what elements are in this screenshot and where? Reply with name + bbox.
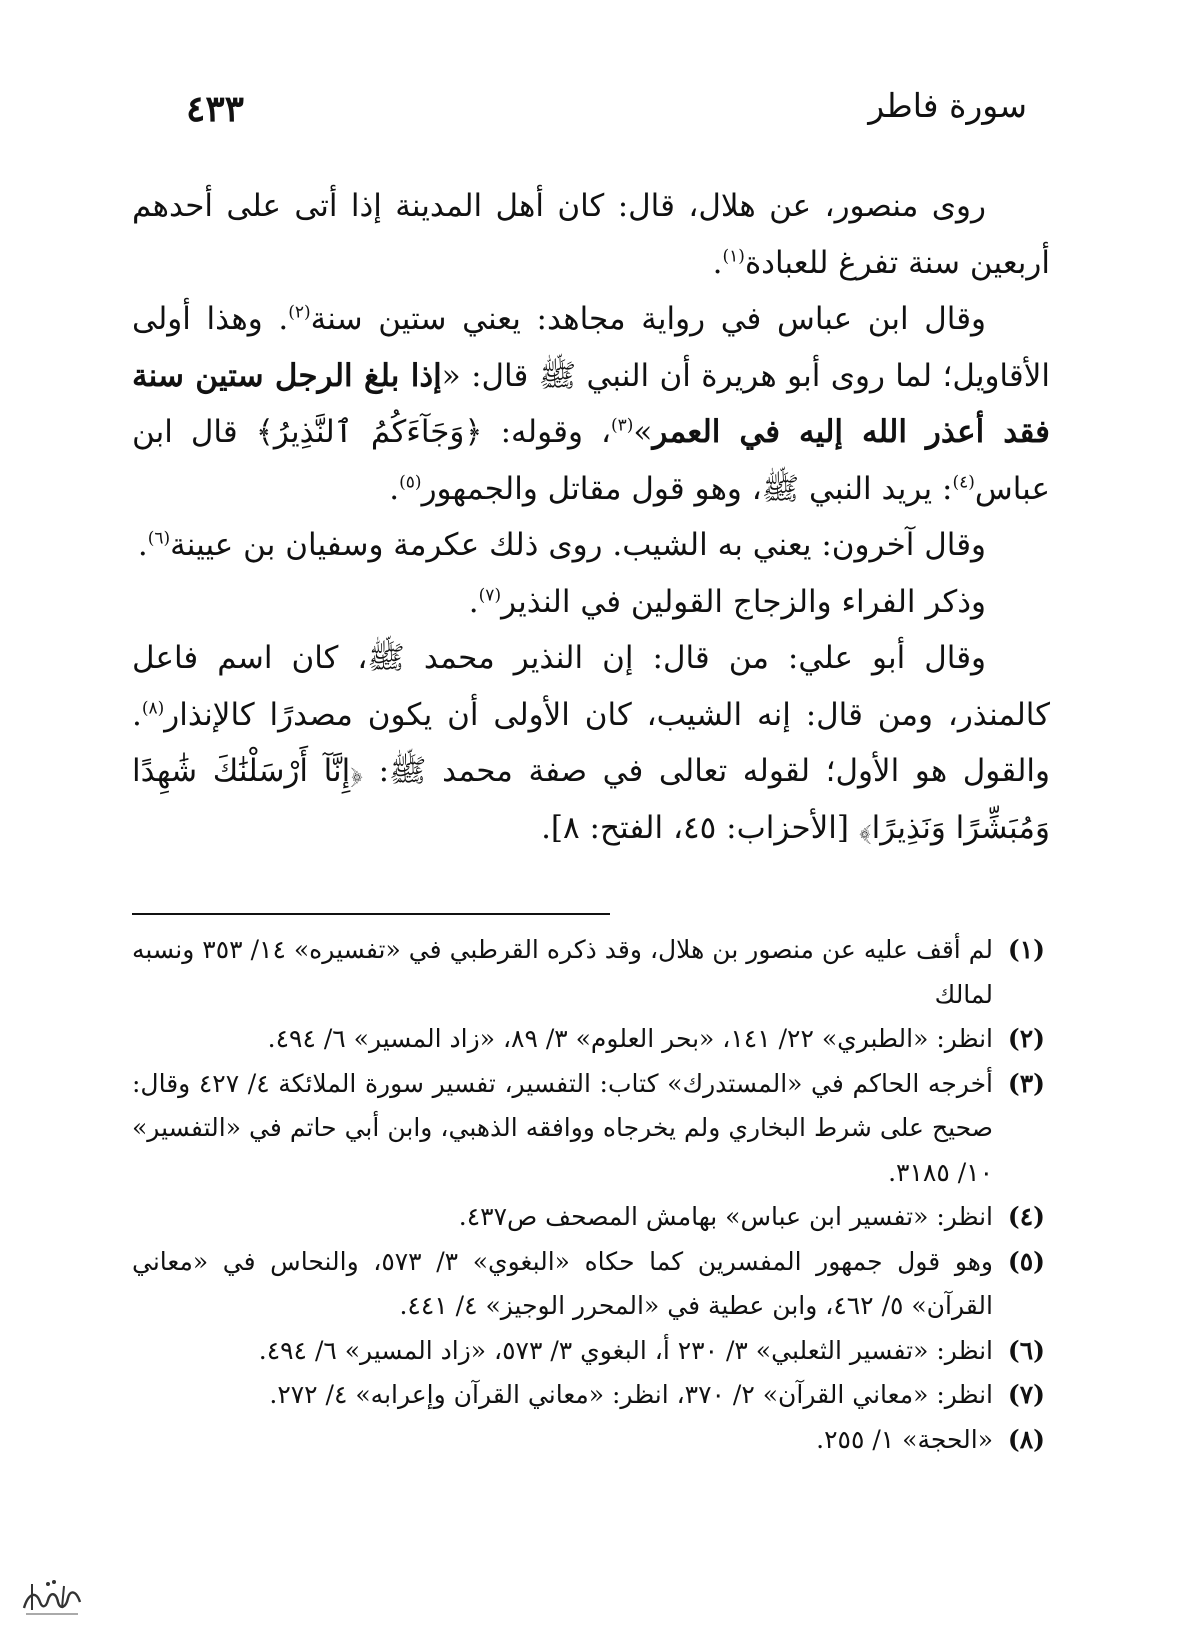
page-number: ٤٣٣ (186, 88, 245, 130)
footnote-text: انظر: «تفسير ابن عباس» بهامش المصحف ص٤٣٧. (458, 1202, 993, 1231)
footnote (132, 1373, 1045, 1418)
footnote-text: أخرجه الحاكم في «المستدرك» كتاب: التفسير، تفسير سورة الملائكة ٤/ ٤٢٧ وقال: صحيح على شرط البخاري ولم يخرجاه ووافقه الذهبي، وابن أبي حاتم في «التفسير» ١٠/ ٣١٨٥. (132, 1068, 993, 1187)
watermark-logo-icon (18, 1572, 86, 1620)
footnote-text: انظر: «معاني القرآن» ٢/ ٣٧٠، انظر: «معاني القرآن وإعرابه» ٤/ ٢٧٢. (269, 1380, 993, 1409)
paragraph: وقال ابن عباس في رواية مجاهد: يعني ستين سنة$^{(٢)}$. وهذا أولى الأقاويل؛ لما روى أبو هريرة أن النبي ﷺ قال: «إذا بلغ الرجل ستين سنة فقد أعذر الله إليه في العمر»$^{(٣)}$، وقوله: ﴿وَجَآءَكُمُ ٱلنَّذِيرُ﴾ قال ابن عباس$^{(٤)}$: يريد النبي ﷺ، وهو قول مقاتل والجمهور$^{(٥)}$. (132, 301, 1050, 507)
footnote (132, 928, 1045, 1017)
footnote-number: (١) (1007, 935, 1045, 964)
footnote-number: (٧) (1007, 1380, 1045, 1409)
footnote (132, 1062, 1045, 1196)
surah-title: سورة فاطر (868, 86, 1027, 125)
hadith-text: إذا بلغ الرجل ستين سنة فقد أعذر الله إليه في العمر (132, 357, 1050, 450)
footnote-marker[interactable]: (٥) (399, 472, 422, 493)
footnote (132, 1418, 1045, 1463)
footnote-text: لم أقف عليه عن منصور بن هلال، وقد ذكره القرطبي في «تفسيره» ١٤/ ٣٥٣ ونسبه لمالك (132, 935, 993, 1009)
footnote-text: انظر: «الطبري» ٢٢/ ١٤١، «بحر العلوم» ٣/ ٨٩، «زاد المسير» ٦/ ٤٩٤. (267, 1024, 993, 1053)
paragraph: وقال آخرون: يعني به الشيب. روى ذلك عكرمة وسفيان بن عيينة$^{(٦)}$. (137, 527, 986, 563)
footnote-marker[interactable]: (١) (722, 246, 745, 267)
main-text (132, 178, 1050, 856)
footnote-marker[interactable]: (٢) (288, 302, 311, 323)
footnote-number: (٥) (1007, 1246, 1045, 1276)
paragraph: وقال أبو علي: من قال: إن النذير محمد ﷺ، كان اسم فاعل كالمنذر، ومن قال: إنه الشيب، كان الأولى أن يكون مصدرًا كالإنذار$^{(٨)}$. والقول هو الأول؛ لقوله تعالى في صفة محمد ﷺ: ﴿إِنَّآ أَرْسَلْنَٰكَ شَٰهِدًا وَمُبَشِّرًا وَنَذِيرًا﴾ [الأحزاب: ٤٥، الفتح: ٨]. (132, 640, 1050, 846)
footnote (132, 1195, 1045, 1240)
footnote-marker[interactable]: (٧) (478, 585, 502, 606)
footnote-number: (٢) (1007, 1024, 1045, 1053)
footnote (132, 1017, 1045, 1062)
footnote-number: (٨) (1007, 1424, 1045, 1454)
footnote-text: «الحجة» ١/ ٢٥٥. (816, 1424, 993, 1454)
footnote-marker[interactable]: (٨) (141, 698, 165, 719)
paragraph: وذكر الفراء والزجاج القولين في النذير$^{(٧)}$. (468, 583, 986, 620)
footnote (132, 1329, 1045, 1374)
footnote-number: (٦) (1007, 1335, 1045, 1365)
footnotes (132, 928, 1045, 1462)
footnote (132, 1240, 1045, 1329)
footnote-marker[interactable]: (٤) (952, 472, 975, 493)
footnote-number: (٣) (1007, 1068, 1045, 1098)
footnote-text: انظر: «تفسير الثعلبي» ٣/ ٢٣٠ أ، البغوي ٣/ ٥٧٣، «زاد المسير» ٦/ ٤٩٤. (258, 1335, 993, 1365)
paragraph: روى منصور، عن هلال، قال: كان أهل المدينة إذا أتى على أحدهم أربعين سنة تفرغ للعبادة$^{(١)}$. (132, 188, 1050, 281)
footnote-text: وهو قول جمهور المفسرين كما حكاه «البغوي» ٣/ ٥٧٣، والنحاس في «معاني القرآن» ٥/ ٤٦٢، وابن عطية في «المحرر الوجيز» ٤/ ٤٤١. (132, 1246, 993, 1320)
footnote-marker[interactable]: (٦) (147, 528, 171, 549)
footnote-divider (132, 913, 610, 915)
footnote-number: (٤) (1007, 1202, 1045, 1231)
footnote-marker[interactable]: (٣) (610, 415, 634, 436)
